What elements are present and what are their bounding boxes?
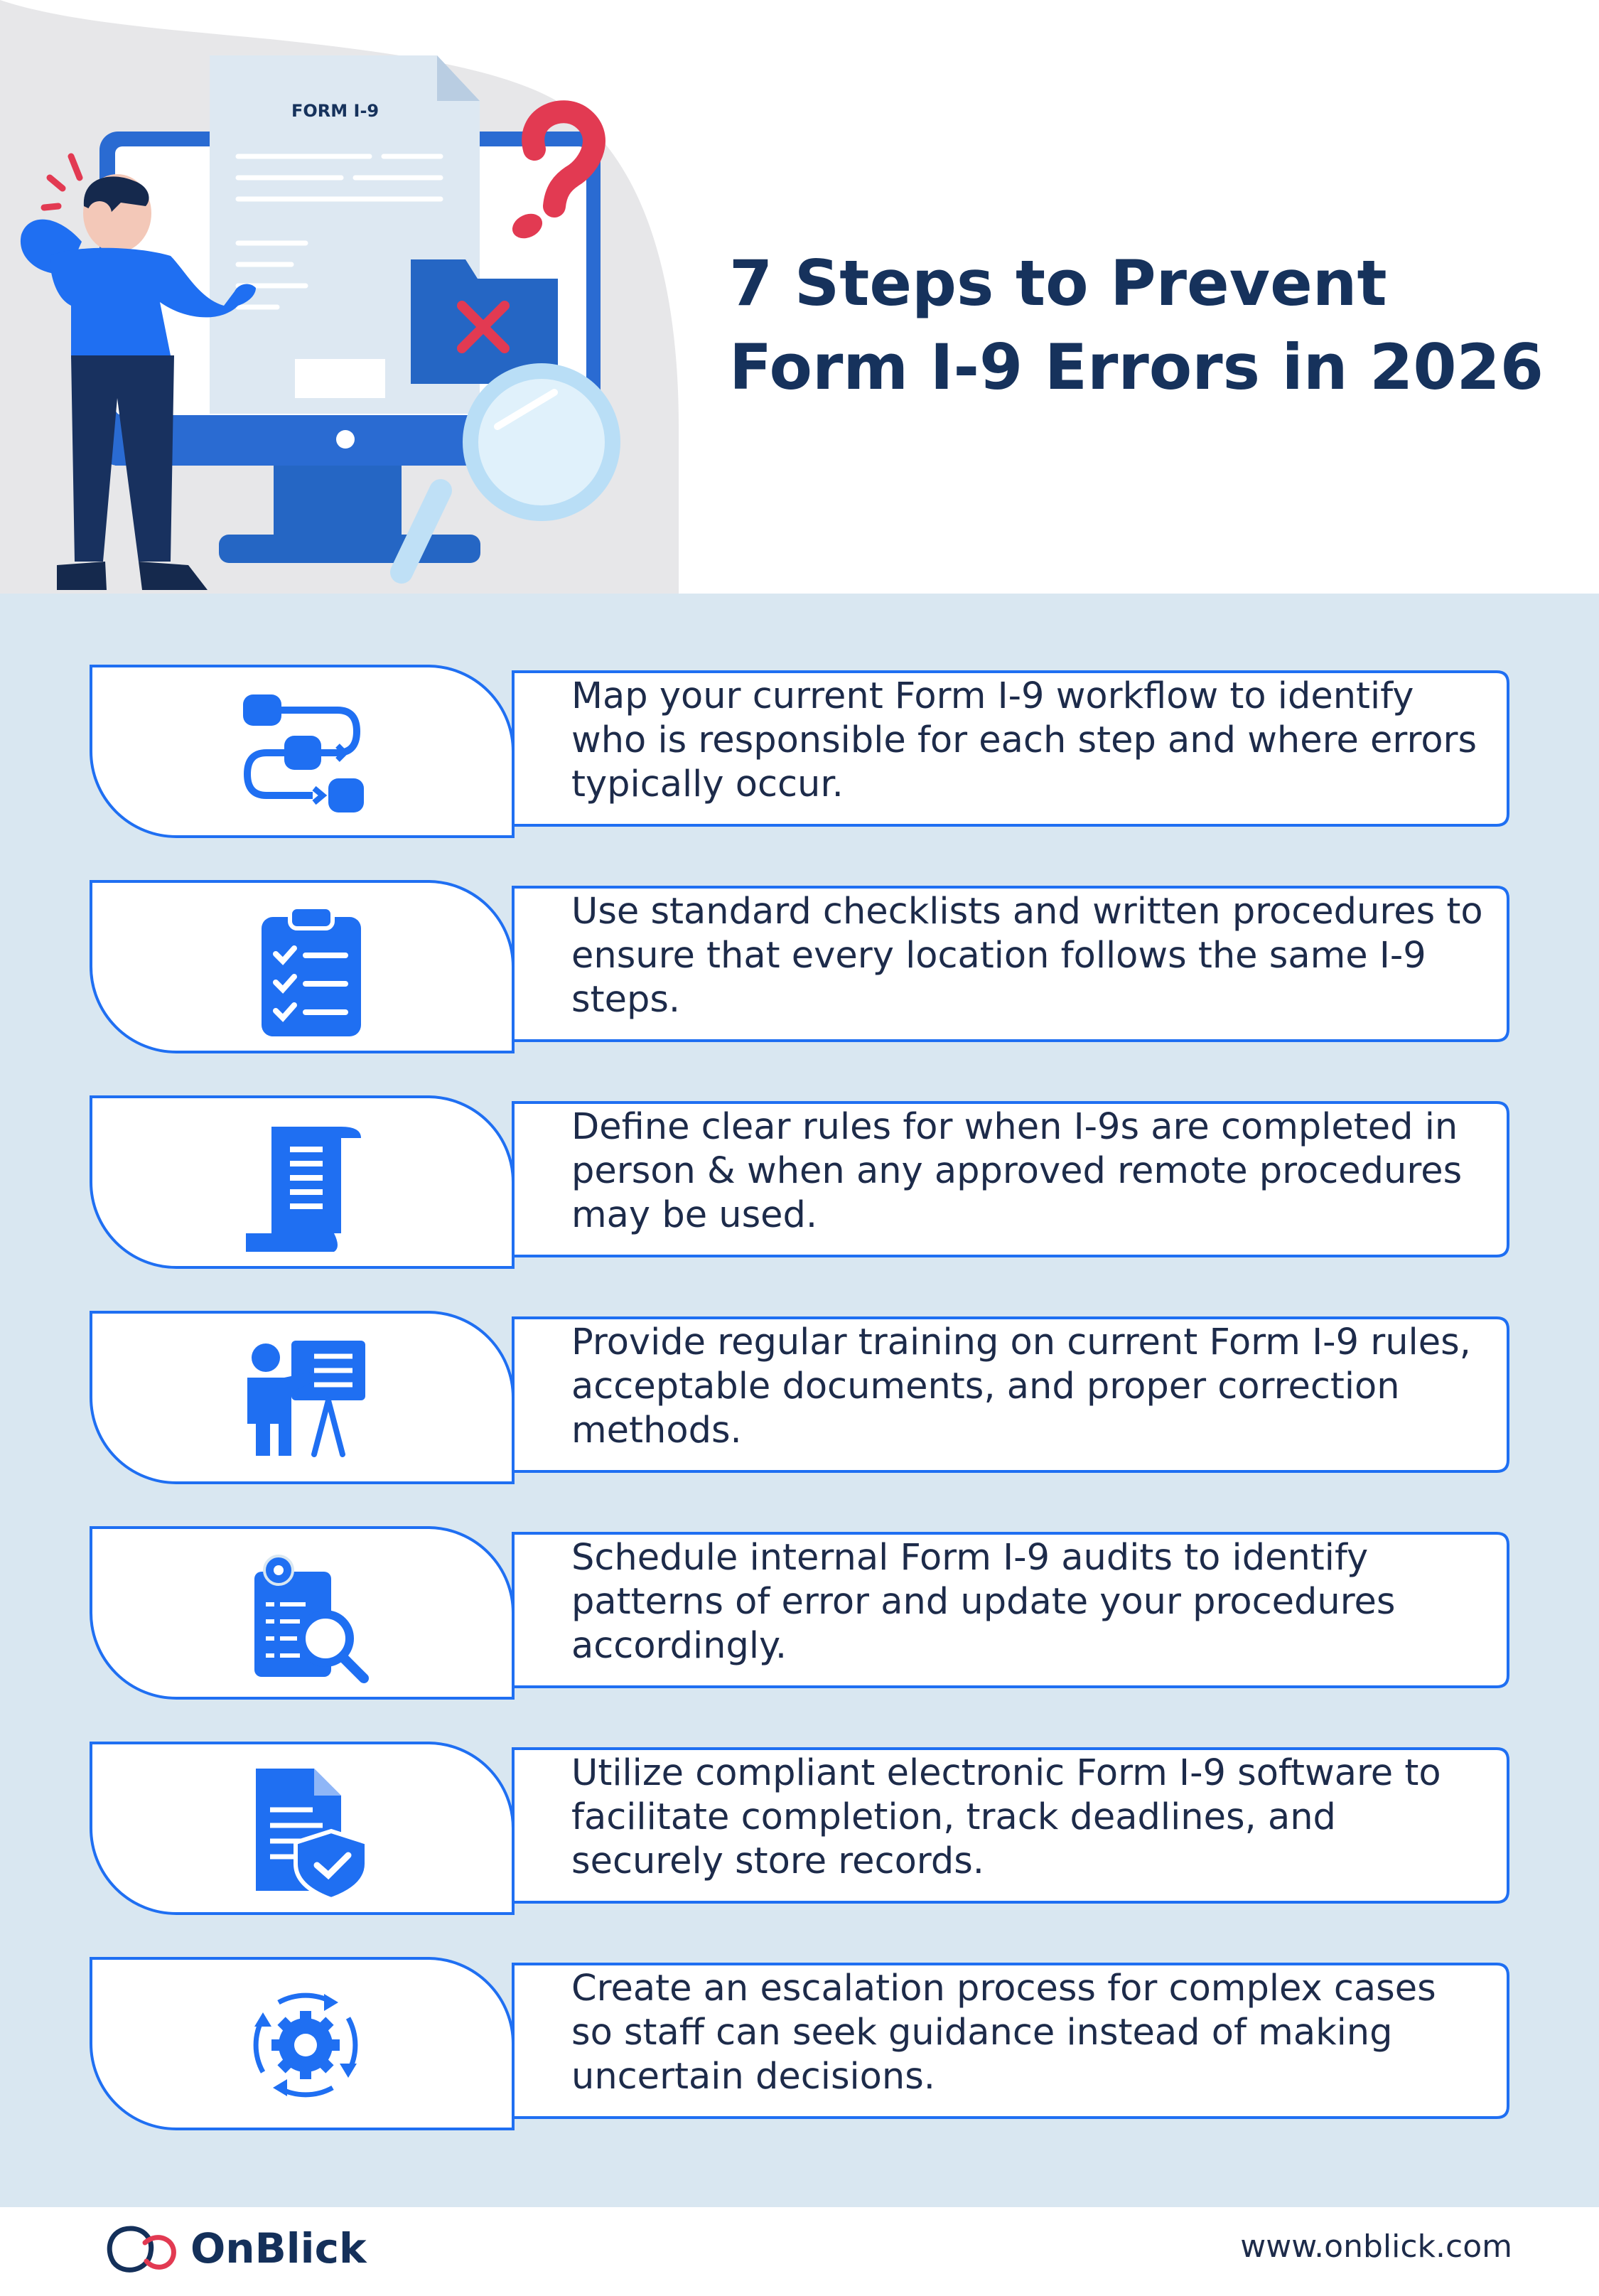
step-card-6: [88, 1740, 1509, 1918]
step-card-3: [88, 1094, 1509, 1272]
page-title: [729, 242, 1546, 409]
secure-document-shield-icon: [235, 1759, 377, 1901]
audit-magnifier-icon: [235, 1543, 377, 1685]
step-text-3: Define clear rules for when I-9s are completed in person & when any approved remote procedures may be used.: [571, 1106, 1463, 1236]
hero-illustration: [0, 0, 682, 594]
title-line-2: Form I-9 Errors in 2026: [729, 331, 1544, 404]
svg-text:FORM I-9: FORM I-9: [291, 101, 379, 121]
escalation-cycle-gear-icon: [235, 1974, 377, 2116]
step-text-4: Provide regular training on current Form I-9 rules, acceptable documents, and proper correction methods.: [571, 1321, 1471, 1452]
header: [0, 0, 1599, 594]
steps-panel: [0, 594, 1599, 2207]
step-text-7: Create an escalation process for complex cases so staff can seek guidance instead of making uncertain decisions.: [571, 1968, 1436, 2098]
onblick-logo-icon: [102, 2221, 181, 2278]
workflow-icon: [235, 682, 377, 824]
footer: [0, 2207, 1599, 2296]
brand-logo[interactable]: [102, 2221, 367, 2278]
step-text-5: Schedule internal Form I-9 audits to identify patterns of error and update your procedures accordingly.: [571, 1537, 1396, 1667]
step-card-1: [88, 663, 1509, 841]
website-link[interactable]: www.onblick.com: [1240, 2228, 1512, 2265]
step-card-5: [88, 1525, 1509, 1702]
step-text-6: Utilize compliant electronic Form I-9 software to facilitate completion, track deadlines, and securely store records.: [571, 1752, 1441, 1882]
checklist-icon: [235, 897, 377, 1039]
step-card-4: [88, 1309, 1509, 1487]
brand-name: OnBlick: [190, 2224, 367, 2273]
training-presentation-icon: [235, 1328, 377, 1470]
scroll-document-icon: [235, 1112, 377, 1255]
step-text-1: Map your current Form I-9 workflow to identify who is responsible for each step and where errors typically occur.: [571, 675, 1477, 805]
step-text-2: Use standard checklists and written procedures to ensure that every location follows the same I-9 steps.: [571, 891, 1483, 1021]
step-card-2: [88, 879, 1509, 1056]
step-card-7: [88, 1956, 1509, 2133]
title-line-1: 7 Steps to Prevent: [729, 247, 1387, 320]
